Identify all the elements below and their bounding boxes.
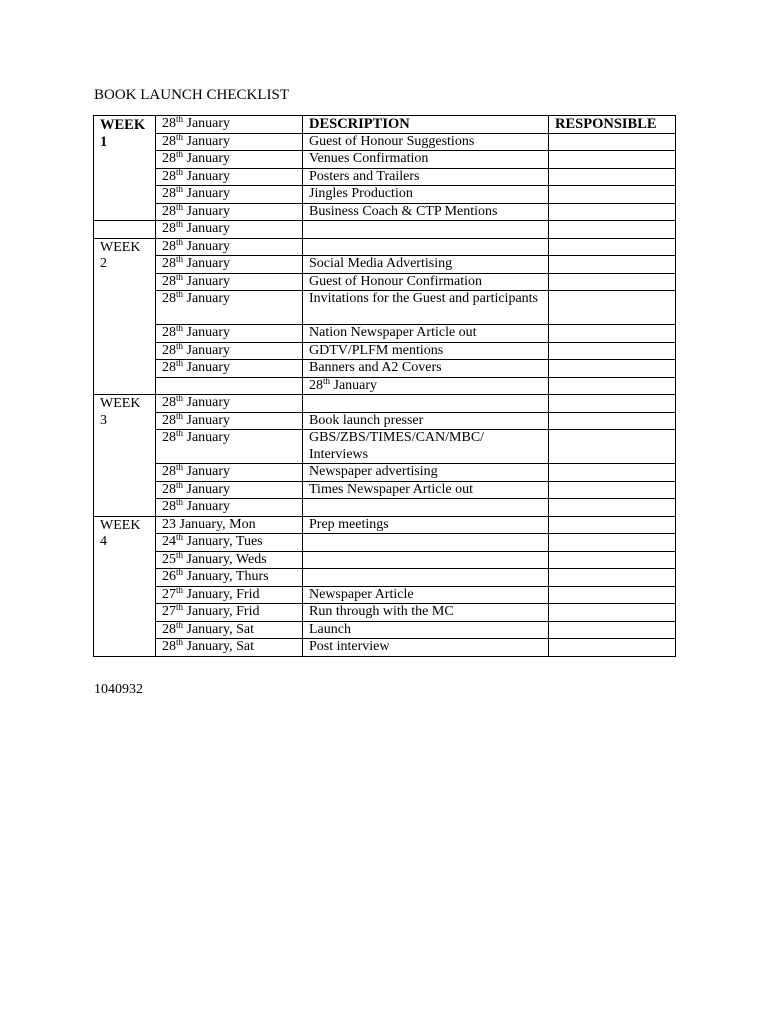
date-cell: 28th January xyxy=(156,133,303,151)
header-description: DESCRIPTION xyxy=(303,116,549,134)
description-cell: Times Newspaper Article out xyxy=(303,481,549,499)
date-cell: 28th January xyxy=(156,186,303,204)
description-cell: Guest of Honour Confirmation xyxy=(303,273,549,291)
responsible-cell xyxy=(549,186,676,204)
description-cell xyxy=(303,569,549,587)
date-cell: 28th January xyxy=(303,377,549,395)
description-cell xyxy=(303,499,549,517)
description-cell: Post interview xyxy=(303,639,549,657)
responsible-cell xyxy=(549,569,676,587)
table-header-row xyxy=(94,116,676,134)
date-cell: 28th January xyxy=(156,499,303,517)
description-cell: Invitations for the Guest and participants xyxy=(303,291,549,325)
table-row xyxy=(94,342,676,360)
responsible-cell xyxy=(549,203,676,221)
description-cell: Posters and Trailers xyxy=(303,168,549,186)
description-cell: Banners and A2 Covers xyxy=(303,360,549,378)
date-cell: 28th January xyxy=(156,168,303,186)
responsible-cell xyxy=(549,551,676,569)
responsible-cell xyxy=(549,395,676,413)
description-cell: Newspaper advertising xyxy=(303,464,549,482)
table-row xyxy=(94,464,676,482)
table-row xyxy=(94,534,676,552)
table-row xyxy=(94,203,676,221)
table-row xyxy=(94,325,676,343)
responsible-cell xyxy=(549,168,676,186)
date-cell: 28th January xyxy=(156,325,303,343)
table-row xyxy=(94,151,676,169)
responsible-cell xyxy=(549,238,676,256)
table-row xyxy=(94,395,676,413)
table-row xyxy=(94,186,676,204)
table-row xyxy=(94,569,676,587)
date-cell: 28th January xyxy=(156,256,303,274)
responsible-cell xyxy=(549,151,676,169)
date-cell: 28th January xyxy=(156,273,303,291)
description-cell xyxy=(303,534,549,552)
checklist-table xyxy=(93,115,676,657)
description-cell: Newspaper Article xyxy=(303,586,549,604)
description-cell: Book launch presser xyxy=(303,412,549,430)
week-cell-empty xyxy=(94,221,156,239)
table-row xyxy=(94,238,676,256)
table-row xyxy=(94,639,676,657)
table-row xyxy=(94,604,676,622)
week-label: WEEK 1 xyxy=(94,116,156,221)
week-cell-empty xyxy=(156,377,303,395)
table-row xyxy=(94,551,676,569)
responsible-cell xyxy=(549,360,676,378)
table-row xyxy=(94,133,676,151)
date-cell: 24th January, Tues xyxy=(156,534,303,552)
responsible-cell xyxy=(549,639,676,657)
responsible-cell xyxy=(549,516,676,534)
date-cell: 28th January xyxy=(156,238,303,256)
table-row xyxy=(94,168,676,186)
responsible-cell xyxy=(549,412,676,430)
responsible-cell xyxy=(549,534,676,552)
table-row xyxy=(94,273,676,291)
week-label: WEEK 2 xyxy=(94,238,156,395)
date-cell: 28th January xyxy=(156,221,303,239)
document-title: BOOK LAUNCH CHECKLIST xyxy=(94,87,289,103)
date-cell: 27th January, Frid xyxy=(156,604,303,622)
table-row xyxy=(94,360,676,378)
description-cell: Social Media Advertising xyxy=(303,256,549,274)
description-cell: Prep meetings xyxy=(303,516,549,534)
description-cell: GDTV/PLFM mentions xyxy=(303,342,549,360)
date-cell: 28th January xyxy=(156,116,303,134)
description-cell xyxy=(303,238,549,256)
date-cell: 23 January, Mon xyxy=(156,516,303,534)
table-row xyxy=(94,377,676,395)
week-label: WEEK 4 xyxy=(94,516,156,656)
description-cell: Business Coach & CTP Mentions xyxy=(303,203,549,221)
responsible-cell xyxy=(549,604,676,622)
description-cell: Nation Newspaper Article out xyxy=(303,325,549,343)
date-cell: 28th January xyxy=(156,291,303,325)
responsible-cell xyxy=(549,273,676,291)
date-cell: 28th January xyxy=(156,464,303,482)
responsible-cell xyxy=(549,481,676,499)
description-cell xyxy=(549,377,676,395)
description-cell: Launch xyxy=(303,621,549,639)
table-row xyxy=(94,221,676,239)
date-cell: 28th January xyxy=(156,481,303,499)
description-cell xyxy=(303,395,549,413)
date-cell: 28th January xyxy=(156,395,303,413)
date-cell: 28th January xyxy=(156,203,303,221)
responsible-cell xyxy=(549,133,676,151)
description-cell xyxy=(303,551,549,569)
responsible-cell xyxy=(549,221,676,239)
date-cell: 28th January xyxy=(156,360,303,378)
date-cell: 28th January xyxy=(156,430,303,464)
date-cell: 25th January, Weds xyxy=(156,551,303,569)
date-cell: 28th January xyxy=(156,342,303,360)
table-row xyxy=(94,516,676,534)
description-cell: Jingles Production xyxy=(303,186,549,204)
date-cell: 28th January xyxy=(156,412,303,430)
date-cell: 28th January, Sat xyxy=(156,621,303,639)
responsible-cell xyxy=(549,464,676,482)
date-cell: 27th January, Frid xyxy=(156,586,303,604)
document-id: 1040932 xyxy=(94,682,143,697)
responsible-cell xyxy=(549,342,676,360)
responsible-cell xyxy=(549,586,676,604)
table-row xyxy=(94,586,676,604)
header-responsible: RESPONSIBLE xyxy=(549,116,676,134)
description-cell: Run through with the MC xyxy=(303,604,549,622)
table-row xyxy=(94,621,676,639)
responsible-cell xyxy=(549,621,676,639)
description-cell xyxy=(303,221,549,239)
description-cell: Venues Confirmation xyxy=(303,151,549,169)
responsible-cell xyxy=(549,291,676,325)
responsible-cell xyxy=(549,499,676,517)
responsible-cell xyxy=(549,430,676,464)
description-cell: Guest of Honour Suggestions xyxy=(303,133,549,151)
responsible-cell xyxy=(549,256,676,274)
table-row xyxy=(94,499,676,517)
table-row xyxy=(94,430,676,464)
description-cell: GBS/ZBS/TIMES/CAN/MBC/ Interviews xyxy=(303,430,549,464)
date-cell: 28th January xyxy=(156,151,303,169)
date-cell: 28th January, Sat xyxy=(156,639,303,657)
table-row xyxy=(94,412,676,430)
week-label: WEEK 3 xyxy=(94,395,156,517)
table-row xyxy=(94,481,676,499)
date-cell: 26th January, Thurs xyxy=(156,569,303,587)
responsible-cell xyxy=(549,325,676,343)
table-row xyxy=(94,256,676,274)
table-row xyxy=(94,291,676,325)
